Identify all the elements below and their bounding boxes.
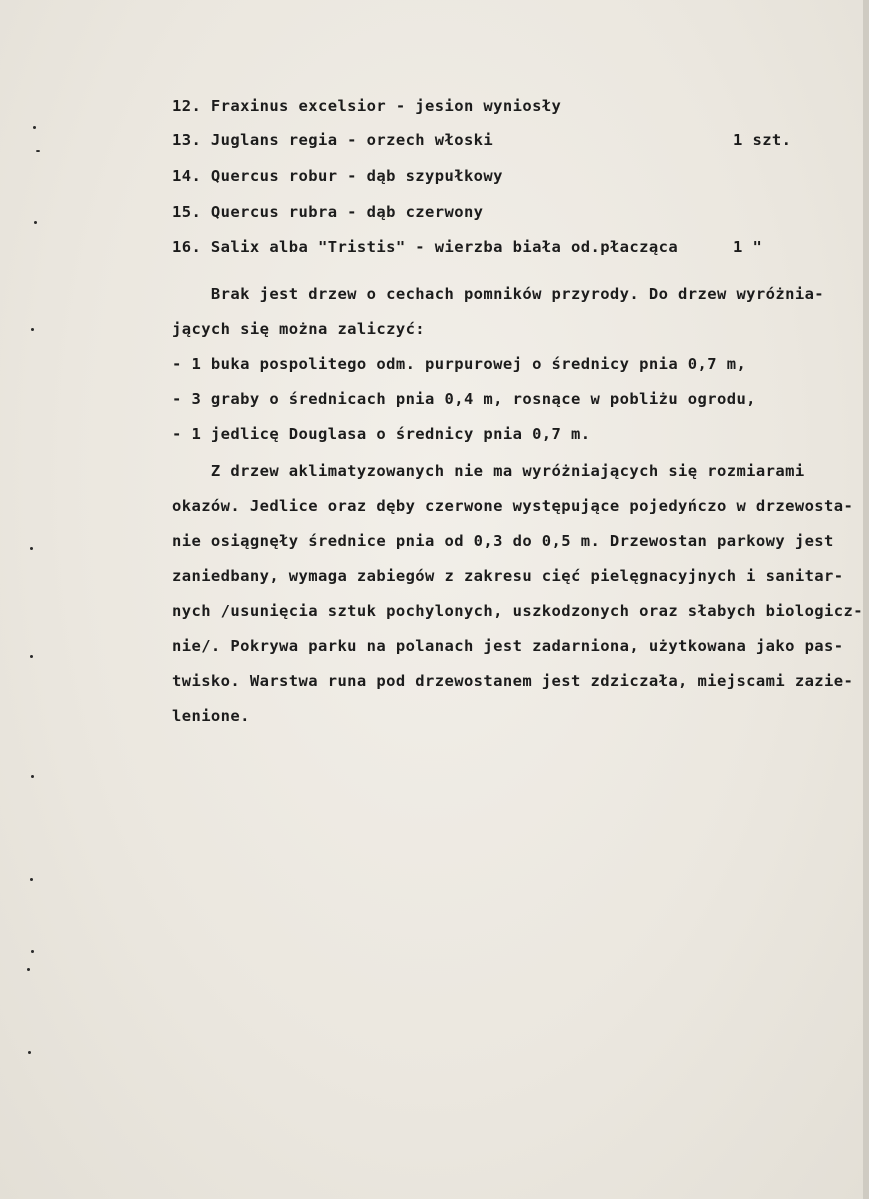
species-item-16: 16. Salix alba "Tristis" - wierzba biała od.płacząca (172, 238, 679, 256)
species-item-15: 15. Quercus rubra - dąb czerwony (172, 203, 484, 221)
scan-speck (31, 950, 34, 953)
paragraph2-line: Z drzew aklimatyzowanych nie ma wyróżniających się rozmiarami (172, 462, 805, 480)
paragraph2-line: twisko. Warstwa runa pod drzewostanem jest zdziczała, miejscami zazie- (172, 672, 854, 690)
scan-speck (27, 968, 30, 971)
paragraph1-line: Brak jest drzew o cechach pomników przyrody. Do drzew wyróżnia- (172, 285, 825, 303)
paragraph2-line: lenione. (172, 707, 250, 725)
scan-speck (31, 775, 34, 778)
species-item-13: 13. Juglans regia - orzech włoski (172, 131, 494, 149)
paragraph2-line: okazów. Jedlice oraz dęby czerwone występujące pojedyńczo w drzewosta- (172, 497, 854, 515)
paragraph2-line: nych /usunięcia sztuk pochylonych, uszkodzonych oraz słabych biologicz- (172, 602, 863, 620)
scan-speck (30, 878, 33, 881)
species-item-12: 12. Fraxinus excelsior - jesion wyniosły (172, 97, 562, 115)
scan-speck (33, 126, 36, 129)
scan-speck (30, 547, 33, 550)
paragraph1-line: jących się można zaliczyć: (172, 320, 426, 338)
scan-speck (30, 655, 33, 658)
paragraph2-line: nie/. Pokrywa parku na polanach jest zadarniona, użytkowana jako pas- (172, 637, 844, 655)
species-item-14: 14. Quercus robur - dąb szypułkowy (172, 167, 503, 185)
paragraph2-line: zaniedbany, wymaga zabiegów z zakresu cięć pielęgnacyjnych i sanitar- (172, 567, 844, 585)
scan-speck (31, 328, 34, 331)
bullet-item: - 1 buka pospolitego odm. purpurowej o średnicy pnia 0,7 m, (172, 355, 747, 373)
species-item-16-qty: 1 " (733, 238, 763, 256)
paragraph2-line: nie osiągnęły średnice pnia od 0,3 do 0,5 m. Drzewostan parkowy jest (172, 532, 834, 550)
scan-speck (36, 150, 40, 152)
bullet-item: - 3 graby o średnicach pnia 0,4 m, rosnące w pobliżu ogrodu, (172, 390, 756, 408)
bullet-item: - 1 jedlicę Douglasa o średnicy pnia 0,7 m. (172, 425, 591, 443)
scan-speck (34, 221, 37, 224)
species-item-13-qty: 1 szt. (733, 131, 792, 149)
scan-speck (28, 1051, 31, 1054)
